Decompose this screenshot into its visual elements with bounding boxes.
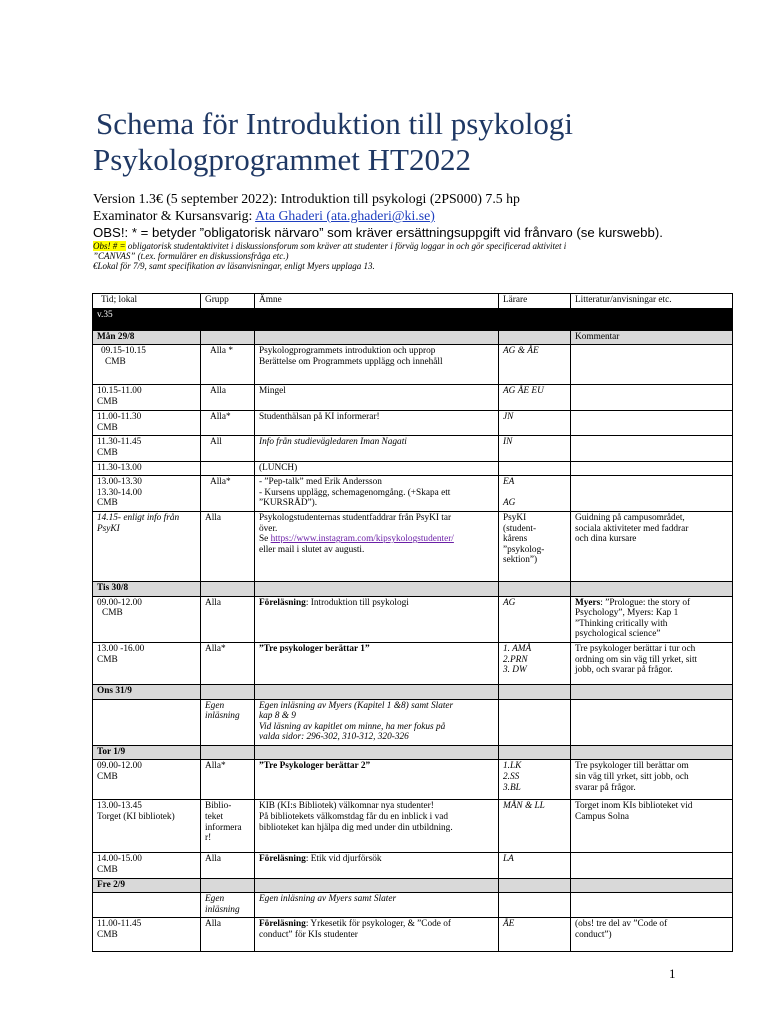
table-header-row (93, 294, 733, 309)
examiner-email-link[interactable]: Ata Ghaderi (ata.ghaderi@ki.se) (255, 208, 435, 223)
table-row: 13.00-13.45 Torget (KI bibliotek) Biblio- teket informera r! KIB (KI:s Bibliotek) välkomnar nya studenter! På bibliotekets välkomstdag får du en inblick i vad biblioteket kan hjälpa dig med under din utbildning. MÅN & LL Torget inom KIs biblioteket vid Campus Solna (93, 800, 733, 853)
document-meta (93, 190, 733, 241)
header-cell: Lärare (499, 294, 571, 309)
day-label: Fre 2/9 (93, 878, 201, 893)
week-label: v.35 (93, 308, 733, 330)
table-row: 14.00-15.00 CMB Alla Föreläsning: Etik vid djurförsök LA (93, 853, 733, 878)
header-cell: Tid; lokal (93, 294, 201, 309)
instagram-link[interactable]: https://www.instagram.com/kipsykologstudenter/ (270, 534, 454, 545)
note-rest: obligatorisk studentaktivitet i diskussionsforum som kräver att studenter i förväg loggar in och gör specificerad aktivitet i (125, 241, 567, 251)
table-row: 13.00-13.30 13.30-14.00 CMB Alla* - ”Pep-talk” med Erik Andersson - Kursens upplägg, schemagenomgång. (+Skapa ett ”KURSRÅD”). EA AG (93, 476, 733, 512)
table-row: Egen inläsning Egen inläsning av Myers (Kapitel 1 &8) samt Slater kap 8 & 9 Vid läsning av kapitlet om minne, ha mer fokus på valda sidor: 296-302, 310-312, 320-326 (93, 699, 733, 745)
header-cell: Litteratur/anvisningar etc. (571, 294, 733, 309)
examiner-prefix: Examinator & Kursansvarig: (93, 208, 256, 223)
day-row (93, 684, 733, 699)
table-row: 11.00-11.45 CMB Alla Föreläsning: Yrkesetik för psykologer, & ”Code of conduct” för KIs studenter ÅE (obs! tre del av ”Code of conduct”) (93, 918, 733, 952)
table-row: 13.00 -16.00 CMB Alla* ”Tre psykologer berättar 1” 1. AMÅ 2.PRN 3. DW Tre psykologer berättar i tur och ordning om sin väg till yrket, sitt jobb, och svarar på frågor. (93, 642, 733, 684)
note-line-2: ”CANVAS” (t.ex. formulärer en diskussionsfråga etc.) (93, 251, 289, 261)
table-row: Egen inläsning Egen inläsning av Myers samt Slater (93, 893, 733, 918)
note-highlight: Obs! # = (93, 241, 126, 251)
day-row (93, 581, 733, 596)
table-row: 09.15-10.15 CMB Alla * Psykologprogrammets introduktion och upprop Berättelse om Programmets upplägg och innehåll AG & ÅE (93, 345, 733, 385)
footnotes (93, 241, 733, 271)
day-label: Mån 29/8 (93, 330, 201, 345)
header-cell: Ämne (255, 294, 499, 309)
comment-label: Kommentar (571, 330, 733, 345)
day-row (93, 330, 733, 345)
week-row (93, 308, 733, 330)
table-row: 09.00-12.00 CMB Alla Föreläsning: Introduktion till psykologi AG Myers: ”Prologue: the story of Psychology”, Myers: Kap 1 ”Thinking critically with psychological science” (93, 596, 733, 642)
examiner-line (93, 207, 733, 224)
title-line-2: Psykologprogrammet HT2022 (93, 142, 471, 177)
obs-line: OBS!: * = betyder ”obligatorisk närvaro” som kräver ersättningsuppgift vid frånvaro (se kurswebb). (93, 225, 663, 240)
table-row: 11.00-11.30 CMB Alla* Studenthälsan på KI informerar! JN (93, 411, 733, 436)
table-row: 11.30-13.00 (LUNCH) (93, 461, 733, 476)
day-row (93, 745, 733, 760)
title-line-1: Schema för Introduktion till psykologi (96, 106, 574, 141)
table-row: 14.15- enligt info från PsyKI Alla Psykologstudenternas studentfaddrar från PsyKI tar över. Se https://www.instagram.com/kipsykologstudenter/ eller mail i slutet av augusti. PsyKI (student- kårens ”psykolog- sektion”) Guidning på campusområdet, sociala aktiviteter med faddrar och dina kursare (93, 511, 733, 581)
day-label: Tor 1/9 (93, 745, 201, 760)
note-line-3: €Lokal för 7/9, samt specifikation av läsanvisningar, enligt Myers upplaga 13. (93, 261, 375, 271)
document-title (93, 106, 733, 178)
table-row: 11.30-11.45 CMB All Info från studievägledaren Iman Nagati IN (93, 436, 733, 461)
table-row: 10.15-11.00 CMB Alla Mingel AG ÅE EU (93, 385, 733, 411)
version-line: Version 1.3€ (5 september 2022): Introduktion till psykologi (2PS000) 7.5 hp (93, 191, 520, 206)
page-number: 1 (669, 966, 676, 981)
table-row: 09.00-12.00 CMB Alla* ”Tre Psykologer berättar 2” 1.LK 2.SS 3.BL Tre psykologer till berättar om sin väg till yrket, sitt jobb, och svarar på frågor. (93, 760, 733, 800)
day-label: Ons 31/9 (93, 684, 201, 699)
day-row (93, 878, 733, 893)
header-cell: Grupp (201, 294, 255, 309)
note-line-1 (93, 241, 733, 251)
day-label: Tis 30/8 (93, 581, 201, 596)
schedule-table (92, 293, 733, 952)
